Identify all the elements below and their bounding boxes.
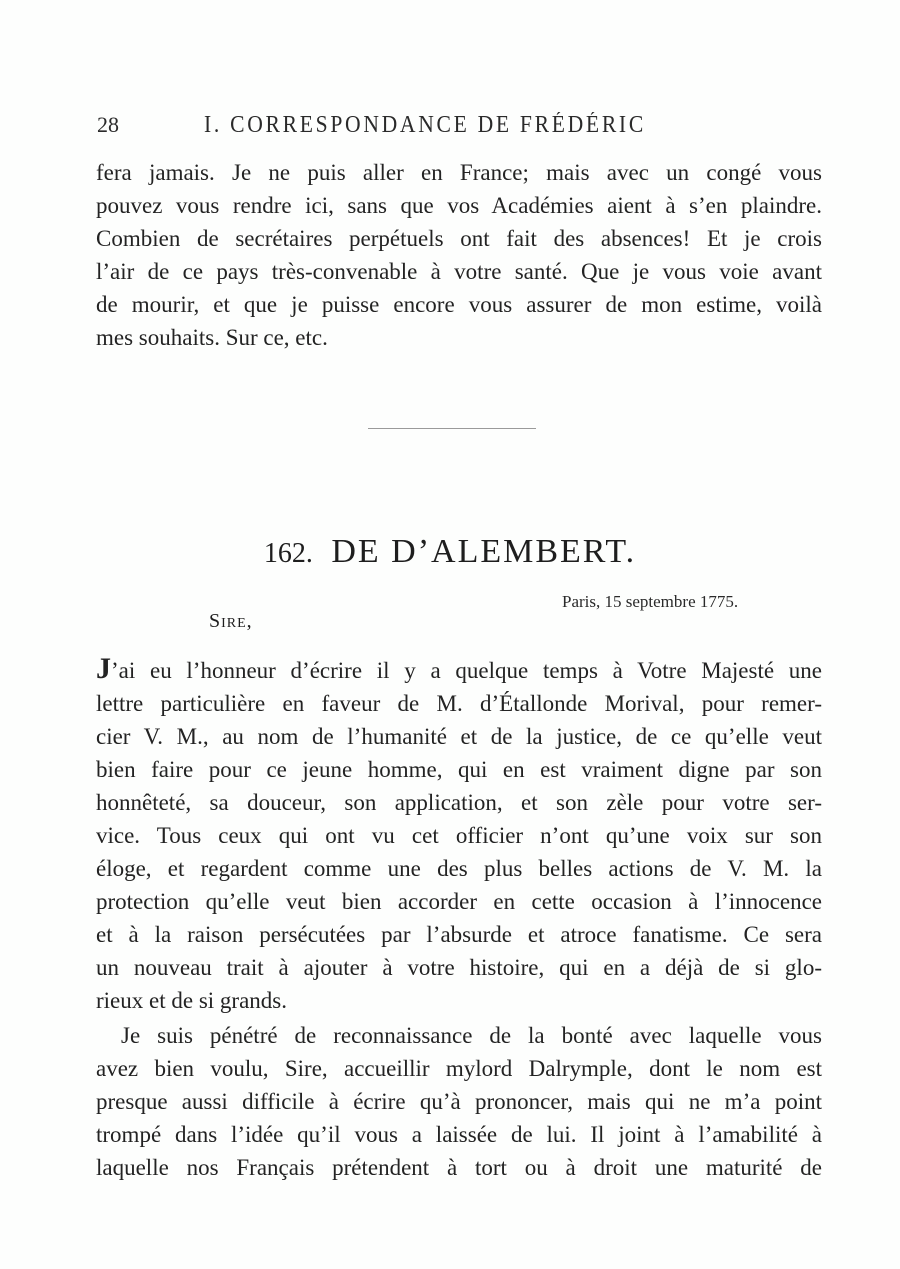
text-line: de mourir, et que je puisse encore vous assurer de mon estime, voilà: [96, 292, 822, 317]
text-line: honnêteté, sa douceur, son application, et son zèle pour votre ser-: [96, 790, 822, 815]
text-line: presque aussi difficile à écrire qu’à prononcer, mais qui ne m’a point: [96, 1089, 822, 1114]
text-line: Combien de secrétaires perpétuels ont fait des absences! Et je crois: [96, 226, 822, 251]
letter-heading: [0, 533, 900, 571]
text-line: pouvez vous rendre ici, sans que vos Académies aient à s’en plaindre.: [96, 193, 822, 218]
text-line: trompé dans l’idée qu’il vous a laissée de lui. Il joint à l’amabilité à: [96, 1122, 822, 1147]
text-line: laquelle nos Français prétendent à tort ou à droit une maturité de: [96, 1155, 822, 1180]
drop-cap: J: [96, 652, 111, 685]
text-line: bien faire pour ce jeune homme, qui en est vraiment digne par son: [96, 757, 822, 782]
section-divider: [368, 428, 536, 429]
running-head: [97, 112, 717, 142]
text-line-first: [96, 652, 822, 687]
text-line: et à la raison persécutées par l’absurde et atroce fanatisme. Ce sera: [96, 922, 822, 947]
text-line: un nouveau trait à ajouter à votre histoire, qui en a déjà de si glo-: [96, 955, 822, 980]
letter-title: DE D’ALEMBERT.: [331, 533, 637, 570]
text-line: éloge, et regardent comme une des plus belles actions de V. M. la: [96, 856, 822, 881]
text-line: mes souhaits. Sur ce, etc.: [96, 325, 328, 350]
letter-dateline: Paris, 15 septembre 1775.: [562, 592, 739, 611]
text-line: lettre particulière en faveur de M. d’Étallonde Morival, pour remer-: [96, 691, 822, 716]
letter-salutation: Sire,: [209, 610, 253, 632]
text-line: Je suis pénétré de reconnaissance de la bonté avec laquelle vous: [121, 1023, 822, 1048]
text-line: protection qu’elle veut bien accorder en cette occasion à l’innocence: [96, 889, 822, 914]
text-line: rieux et de si grands.: [96, 988, 287, 1013]
text-line-content: ’ai eu l’honneur d’écrire il y a quelque temps à Votre Majesté une: [111, 658, 822, 683]
text-line: l’air de ce pays très-convenable à votre santé. Que je vous voie avant: [96, 259, 822, 284]
running-title: I. CORRESPONDANCE DE FRÉDÉRIC: [204, 112, 646, 138]
text-line: vice. Tous ceux qui ont vu cet officier n’ont qu’une voix sur son: [96, 823, 822, 848]
text-line: cier V. M., au nom de l’humanité et de la justice, de ce qu’elle veut: [96, 724, 822, 749]
page-number: 28: [97, 112, 119, 137]
text-line: avez bien voulu, Sire, accueillir mylord Dalrymple, dont le nom est: [96, 1056, 822, 1081]
text-line: fera jamais. Je ne puis aller en France; mais avec un congé vous: [96, 160, 822, 185]
letter-number: 162.: [263, 538, 313, 569]
